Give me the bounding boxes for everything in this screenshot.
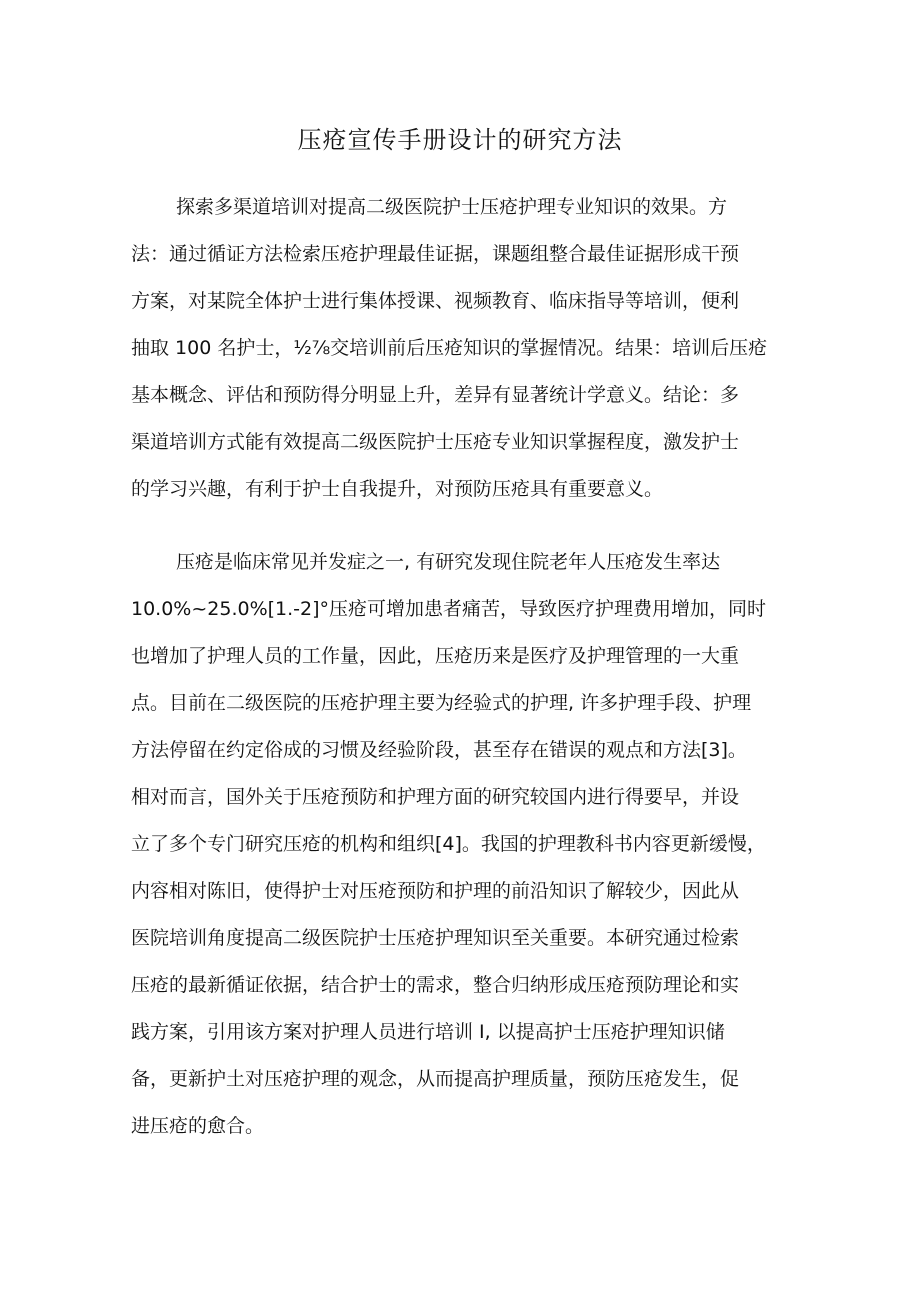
abstract-line: 方案，对某院全体护士进行集体授课、视频教育、临床指导等培训，便利 [131, 290, 740, 312]
document-title: 压疮宣传手册设计的研究方法 [297, 126, 623, 154]
body-line: 压疮是临床常见并发症之一, 有研究发现住院老年人压疮发生率达 [176, 551, 721, 573]
abstract-line: 探索多渠道培训对提高二级医院护士压疮护理专业知识的效果。方 [176, 196, 728, 218]
body-line: 压疮的最新循证依据，结合护士的需求，整合归纳形成压疮预防理论和实 [131, 974, 740, 996]
abstract-line: 渠道培训方式能有效提高二级医院护士压疮专业知识掌握程度，激发护士 [131, 431, 740, 453]
body-line: 内容相对陈旧，使得护士对压疮预防和护理的前沿知识了解较少，因此从 [131, 880, 740, 902]
body-line: 医院培训角度提高二级医院护士压疮护理知识至关重要。本研究通过检索 [131, 927, 740, 949]
body-line: 点。目前在二级医院的压疮护理主要为经验式的护理, 许多护理手段、护理 [131, 692, 752, 714]
body-line: 践方案，引用该方案对护理人员进行培训 I, 以提高护士压疮护理知识储 [131, 1021, 725, 1043]
body-line: 进压疮的愈合。 [131, 1115, 265, 1137]
body-line: 备，更新护土对压疮护理的观念，从而提高护理质量，预防压疮发生，促 [131, 1068, 740, 1090]
body-line: 立了多个专门研究压疮的机构和组织[4]。我国的护理教科书内容更新缓慢， [131, 833, 766, 855]
body-line: 10.0%~25.0%[1.-2]°压疮可增加患者痛苦，导致医疗护理费用增加，同时 [131, 598, 767, 620]
abstract-line: 的学习兴趣，有利于护士自我提升，对预防压疮具有重要意义。 [131, 478, 664, 500]
abstract-line: 基本概念、评估和预防得分明显上升，差异有显著统计学意义。结论：多 [131, 384, 740, 406]
body-line: 相对而言，国外关于压疮预防和护理方面的研究较国内进行得要早，并设 [131, 786, 740, 808]
abstract-line: 抽取 100 名护士，½⅞交培训前后压疮知识的掌握情况。结果：培训后压疮 [131, 337, 768, 359]
body-line: 方法停留在约定俗成的习惯及经验阶段，甚至存在错误的观点和方法[3]。 [131, 739, 747, 761]
body-line: 也增加了护理人员的工作量，因此，压疮历来是医疗及护理管理的一大重 [131, 645, 740, 667]
abstract-line: 法：通过循证方法检索压疮护理最佳证据，课题组整合最佳证据形成干预 [131, 243, 740, 265]
